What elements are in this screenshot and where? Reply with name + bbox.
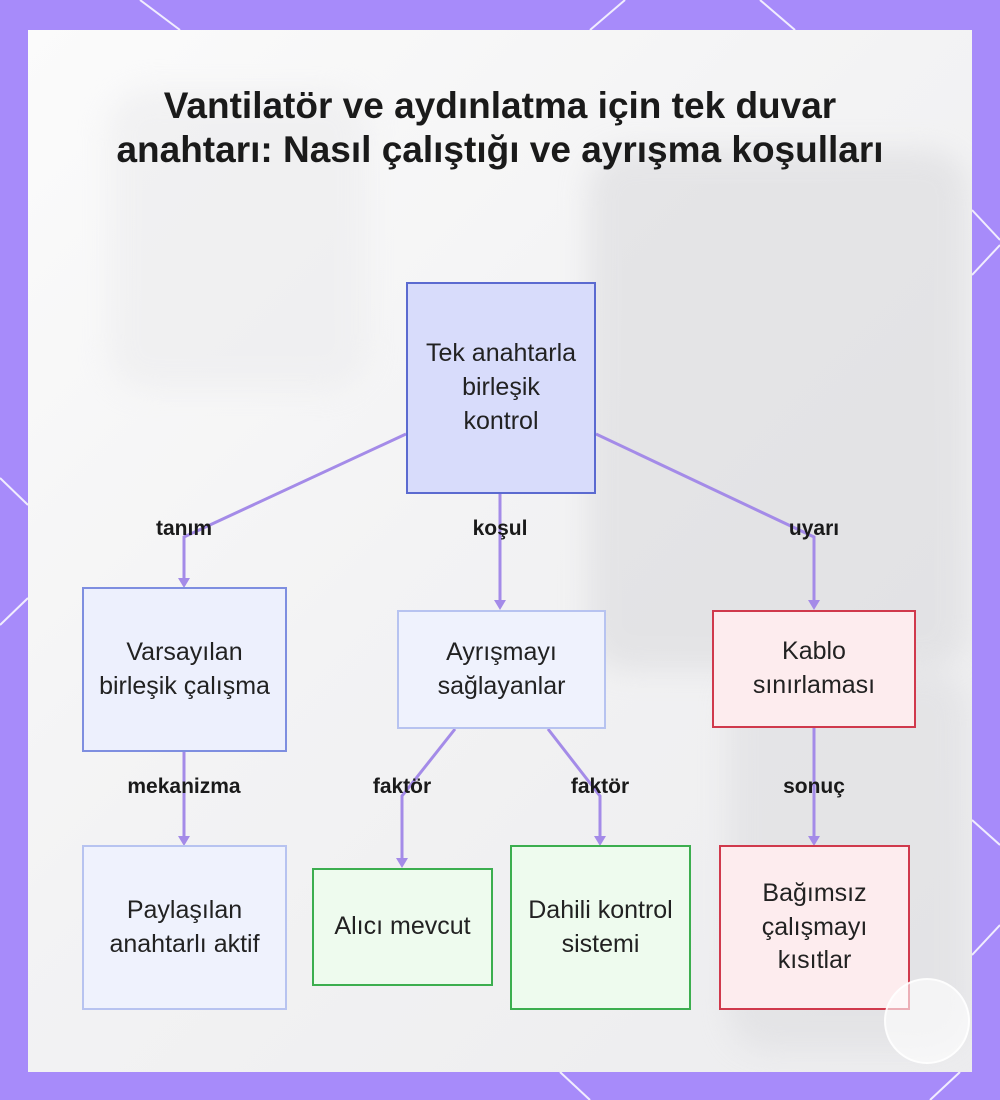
watermark-logo: [884, 978, 970, 1064]
node-receiver-label: Alıcı mevcut: [334, 912, 471, 941]
node-receiver: [312, 868, 493, 986]
edge-label-mekanizma: mekanizma: [127, 775, 241, 798]
edge-root-wiring: [596, 434, 814, 604]
edge-label-tanim: tanım: [155, 517, 213, 540]
node-enablers-label: Ayrışmayı sağlayanlar: [437, 637, 566, 700]
node-wiring-limit-label: Kablo sınırlaması: [752, 637, 876, 699]
edge-root-default: [184, 434, 406, 580]
node-default-operation: [82, 587, 287, 752]
node-independent-restrict: [719, 845, 910, 1010]
edge-label-faktor-2: faktör: [570, 775, 630, 798]
arrowhead: [808, 600, 820, 610]
edge-label-uyari: uyarı: [788, 517, 840, 540]
node-enablers: [397, 610, 606, 729]
node-root: [406, 282, 596, 494]
node-root-label: Tek anahtarla birleşik kontrol: [425, 339, 577, 435]
node-builtin-control-label: Dahili kontrol sistemi: [528, 895, 673, 958]
node-wiring-limit: [712, 610, 916, 728]
edge-label-kosul: koşul: [472, 517, 528, 540]
node-builtin-control: [510, 845, 691, 1010]
diagram-title: Vantilatör ve aydınlatma için tek duvar anahtarı: Nasıl çalıştığı ve ayrışma koşulları: [116, 85, 884, 171]
node-shared-switch-label: Paylaşılan anahtarlı aktif: [109, 895, 260, 958]
edge-label-sonuc: sonuç: [783, 775, 845, 798]
arrowhead: [494, 600, 506, 610]
node-shared-switch: [82, 845, 287, 1010]
arrowhead: [396, 858, 408, 868]
edge-label-faktor-1: faktör: [372, 775, 432, 798]
node-independent-restrict-label: Bağımsız çalışmayı kısıtlar: [761, 878, 868, 975]
node-default-operation-label: Varsayılan birleşik çalışma: [99, 637, 270, 700]
